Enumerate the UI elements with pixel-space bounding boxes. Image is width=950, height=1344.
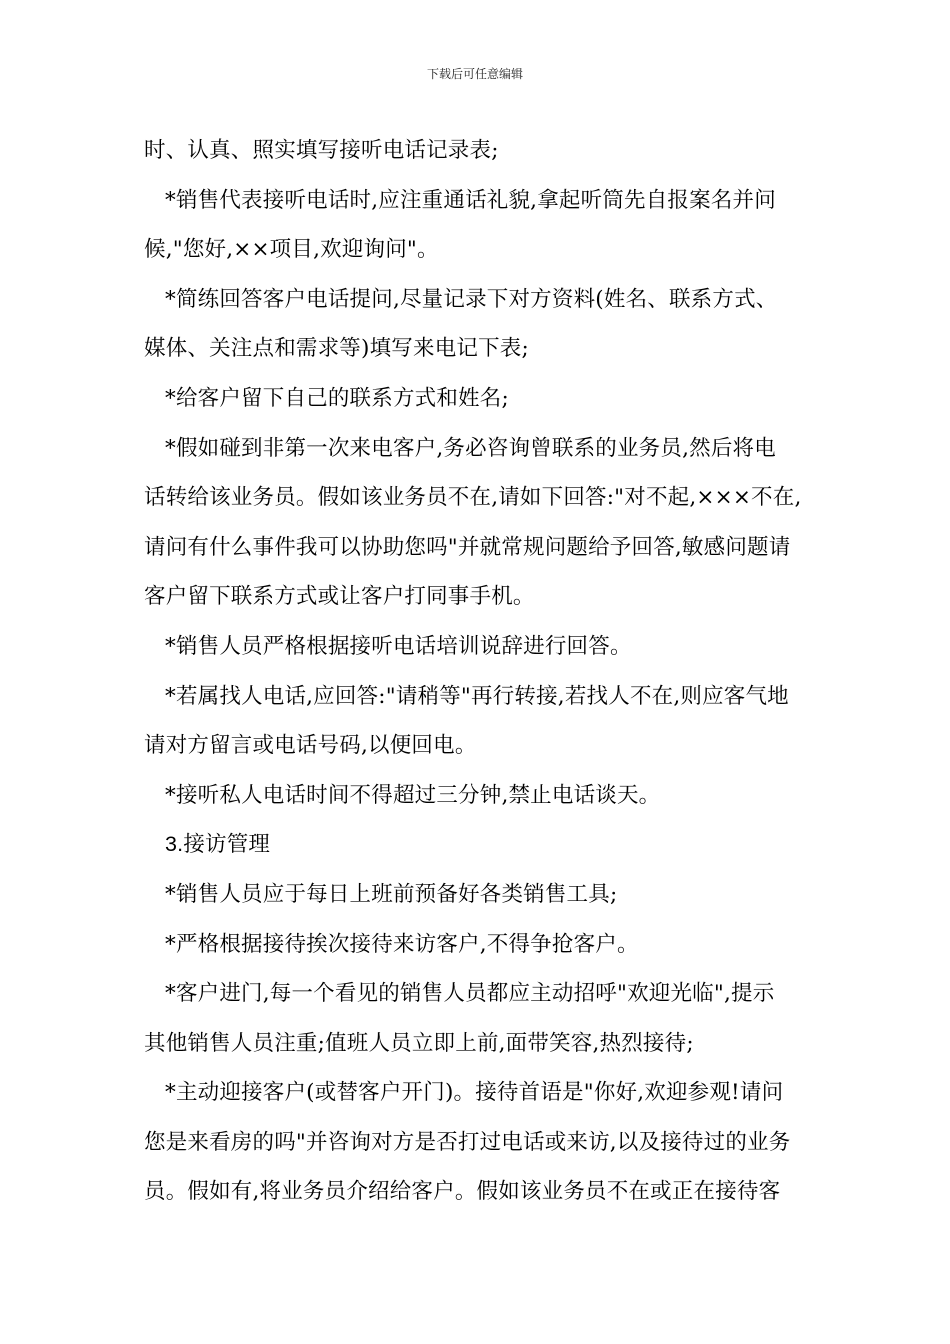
text-line: *客户进门,每一个看见的销售人员都应主动招呼"欢迎光临",提示 — [165, 981, 775, 1007]
text-line: 其他销售人员注重;值班人员立即上前,面带笑容,热烈接待; — [144, 1030, 694, 1056]
text-line: *严格根据接待挨次接待来访客户,不得争抢客户。 — [165, 931, 639, 957]
text-line: 客户留下联系方式或让客户打同事手机。 — [144, 584, 535, 610]
text-line: 您是来看房的吗"并咨询对方是否打过电话或来访,以及接待过的业务 — [144, 1129, 791, 1155]
text-line: *销售代表接听电话时,应注重通话礼貌,拿起听筒先自报案名并问 — [165, 187, 776, 213]
text-line: 员。假如有,将业务员介绍给客户。假如该业务员不在或正在接待客 — [144, 1179, 781, 1205]
text-line: 请问有什么事件我可以协助您吗"并就常规问题给予回答,敏感问题请 — [144, 534, 791, 560]
text-line: *给客户留下自己的联系方式和姓名; — [165, 385, 509, 411]
text-line: *主动迎接客户(或替客户开门)。接待首语是"你好,欢迎参观!请问 — [165, 1080, 784, 1106]
page-header: 下载后可任意编辑 — [426, 67, 523, 81]
text-line: *销售人员严格根据接听电话培训说辞进行回答。 — [165, 633, 632, 659]
text-line: *若属找人电话,应回答:"请稍等"再行转接,若找人不在,则应客气地 — [165, 683, 789, 709]
text-line: 候,"您好,××项目,欢迎询问"。 — [144, 237, 439, 263]
text-line: *接听私人电话时间不得超过三分钟,禁止电话谈天。 — [165, 782, 661, 808]
text-line: *销售人员应于每日上班前预备好各类销售工具; — [165, 881, 618, 907]
text-line: *假如碰到非第一次来电客户,务必咨询曾联系的业务员,然后将电 — [165, 435, 776, 461]
text-line: 请对方留言或电话号码,以便回电。 — [144, 733, 477, 759]
text-line: 时、认真、照实填写接听电话记录表; — [144, 138, 499, 163]
section-heading: 3.接访管理 — [165, 832, 271, 857]
text-line: 媒体、关注点和需求等)填写来电记下表; — [144, 336, 529, 362]
document-body — [144, 126, 808, 1217]
text-line: 话转给该业务员。假如该业务员不在,请如下回答:"对不起,×××不在, — [144, 485, 802, 511]
text-line: *简练回答客户电话提问,尽量记录下对方资料(姓名、联系方式、 — [165, 286, 778, 312]
